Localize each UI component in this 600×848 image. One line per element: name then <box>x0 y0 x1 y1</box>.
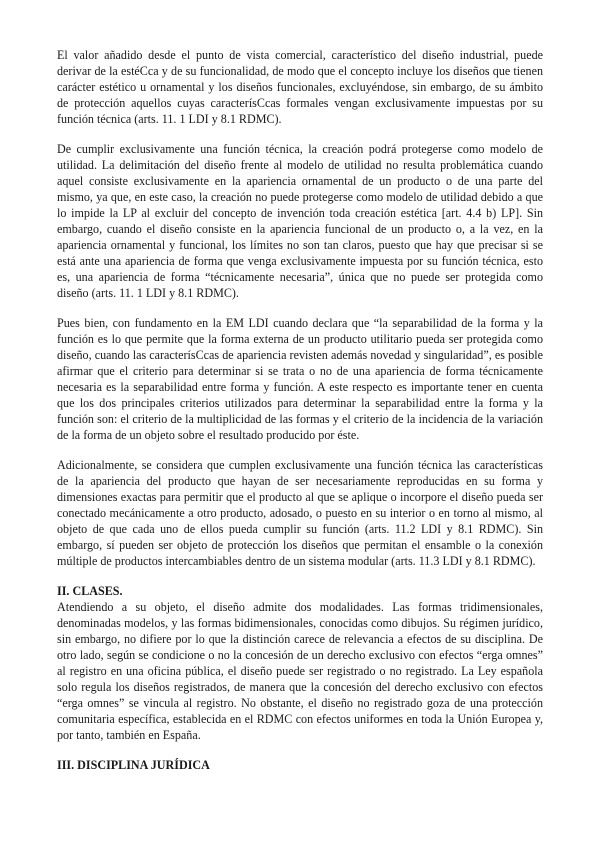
document-page <box>57 47 543 773</box>
paragraph-clases: Atendiendo a su objeto, el diseño admite dos modalidades. Las formas tridimensionales, denominadas modelos, y las formas bidimensionales, conocidas como dibujos. Su régimen jurídico, sin embargo, no difiere por lo que la distinción carece de relevancia a efectos de su disciplina. De otro lado, según se condicione o no la concesión de un derecho exclusivo con efectos “erga omnes” al registro en una oficina pública, el diseño puede ser registrado o no registrado. La Ley española solo regula los diseños registrados, de manera que la concesión del derecho exclusivo con efectos “erga omnes” se vincula al registro. No obstante, el diseño no registrado goza de una protección comunitaria específica, establecida en el RDMC con efectos uniformes en toda la Unión Europea y, por tanto, también en España. <box>57 600 543 742</box>
section-heading-clases: II. CLASES. <box>57 584 123 598</box>
paragraph-adicionalmente: Adicionalmente, se considera que cumplen exclusivamente una función técnica las características de la apariencia del producto que hayan de ser necesariamente reproducidas en su forma y dimensiones exactas para permitir que el producto al que se aplique o incorpore el diseño pueda ser conectado mecánicamente a otro producto, adosado, o puesto en su interior o en torno al mismo, al objeto de que cada uno de ellos pueda cumplir su función (arts. 11.2 LDI y 8.1 RDMC). Sin embargo, sí pueden ser objeto de protección los diseños que permitan el ensamble o la conexión múltiple de productos intercambiables dentro de un sistema modular (arts. 11.3 LDI y 8.1 RDMC). <box>57 458 543 568</box>
section-heading-disciplina-juridica: III. DISCIPLINA JURÍDICA <box>57 758 210 772</box>
paragraph-funcion-tecnica: De cumplir exclusivamente una función técnica, la creación podrá protegerse como modelo de utilidad. La delimitación del diseño frente al modelo de utilidad no resulta problemática cuando aquel consiste exclusivamente en la apariencia ornamental de un producto o de una parte del mismo, ya que, en este caso, la creación no puede protegerse como modelo de utilidad debido a que lo impide la LP al excluir del concepto de invención toda creación estética [art. 4.4 b) LP]. Sin embargo, cuando el diseño consiste en la apariencia funcional de un producto o, a la vez, en la apariencia ornamental y funcional, los límites no son tan claros, puesto que hay que precisar si se está ante una apariencia de forma que venga exclusivamente impuesta por su función técnica, esto es, una apariencia de forma “técnicamente necesaria”, única que no puede ser protegida como diseño (arts. 11. 1 LDI y 8.1 RDMC). <box>57 142 543 300</box>
paragraph-valor-anadido: El valor añadido desde el punto de vista comercial, característico del diseño industrial, puede derivar de la estéCca y de su funcionalidad, de modo que el concepto incluye los diseños que tienen carácter estético u ornamental y los diseños funcionales, excluyéndose, sin embargo, de su ámbito de protección aquellos cuyas caracterísCcas formales vengan exclusivamente impuestas por su función técnica (arts. 11. 1 LDI y 8.1 RDMC). <box>57 48 543 126</box>
paragraph-separabilidad: Pues bien, con fundamento en la EM LDI cuando declara que “la separabilidad de la forma y la función es lo que permite que la forma externa de un producto utilitario pueda ser protegida como diseño, cuando las caracterísCcas de apariencia revisten además novedad y singularidad”, es posible afirmar que el criterio para determinar si se trata o no de una apariencia de forma técnicamente necesaria es la separabilidad entre forma y función. A este respecto es importante tener en cuenta que los dos principales criterios utilizados para determinar la separabilidad entre la forma y la función son: el criterio de la multiplicidad de las formas y el criterio de la incidencia de la variación de la forma de un objeto sobre el resultado producido por éste. <box>57 316 543 442</box>
